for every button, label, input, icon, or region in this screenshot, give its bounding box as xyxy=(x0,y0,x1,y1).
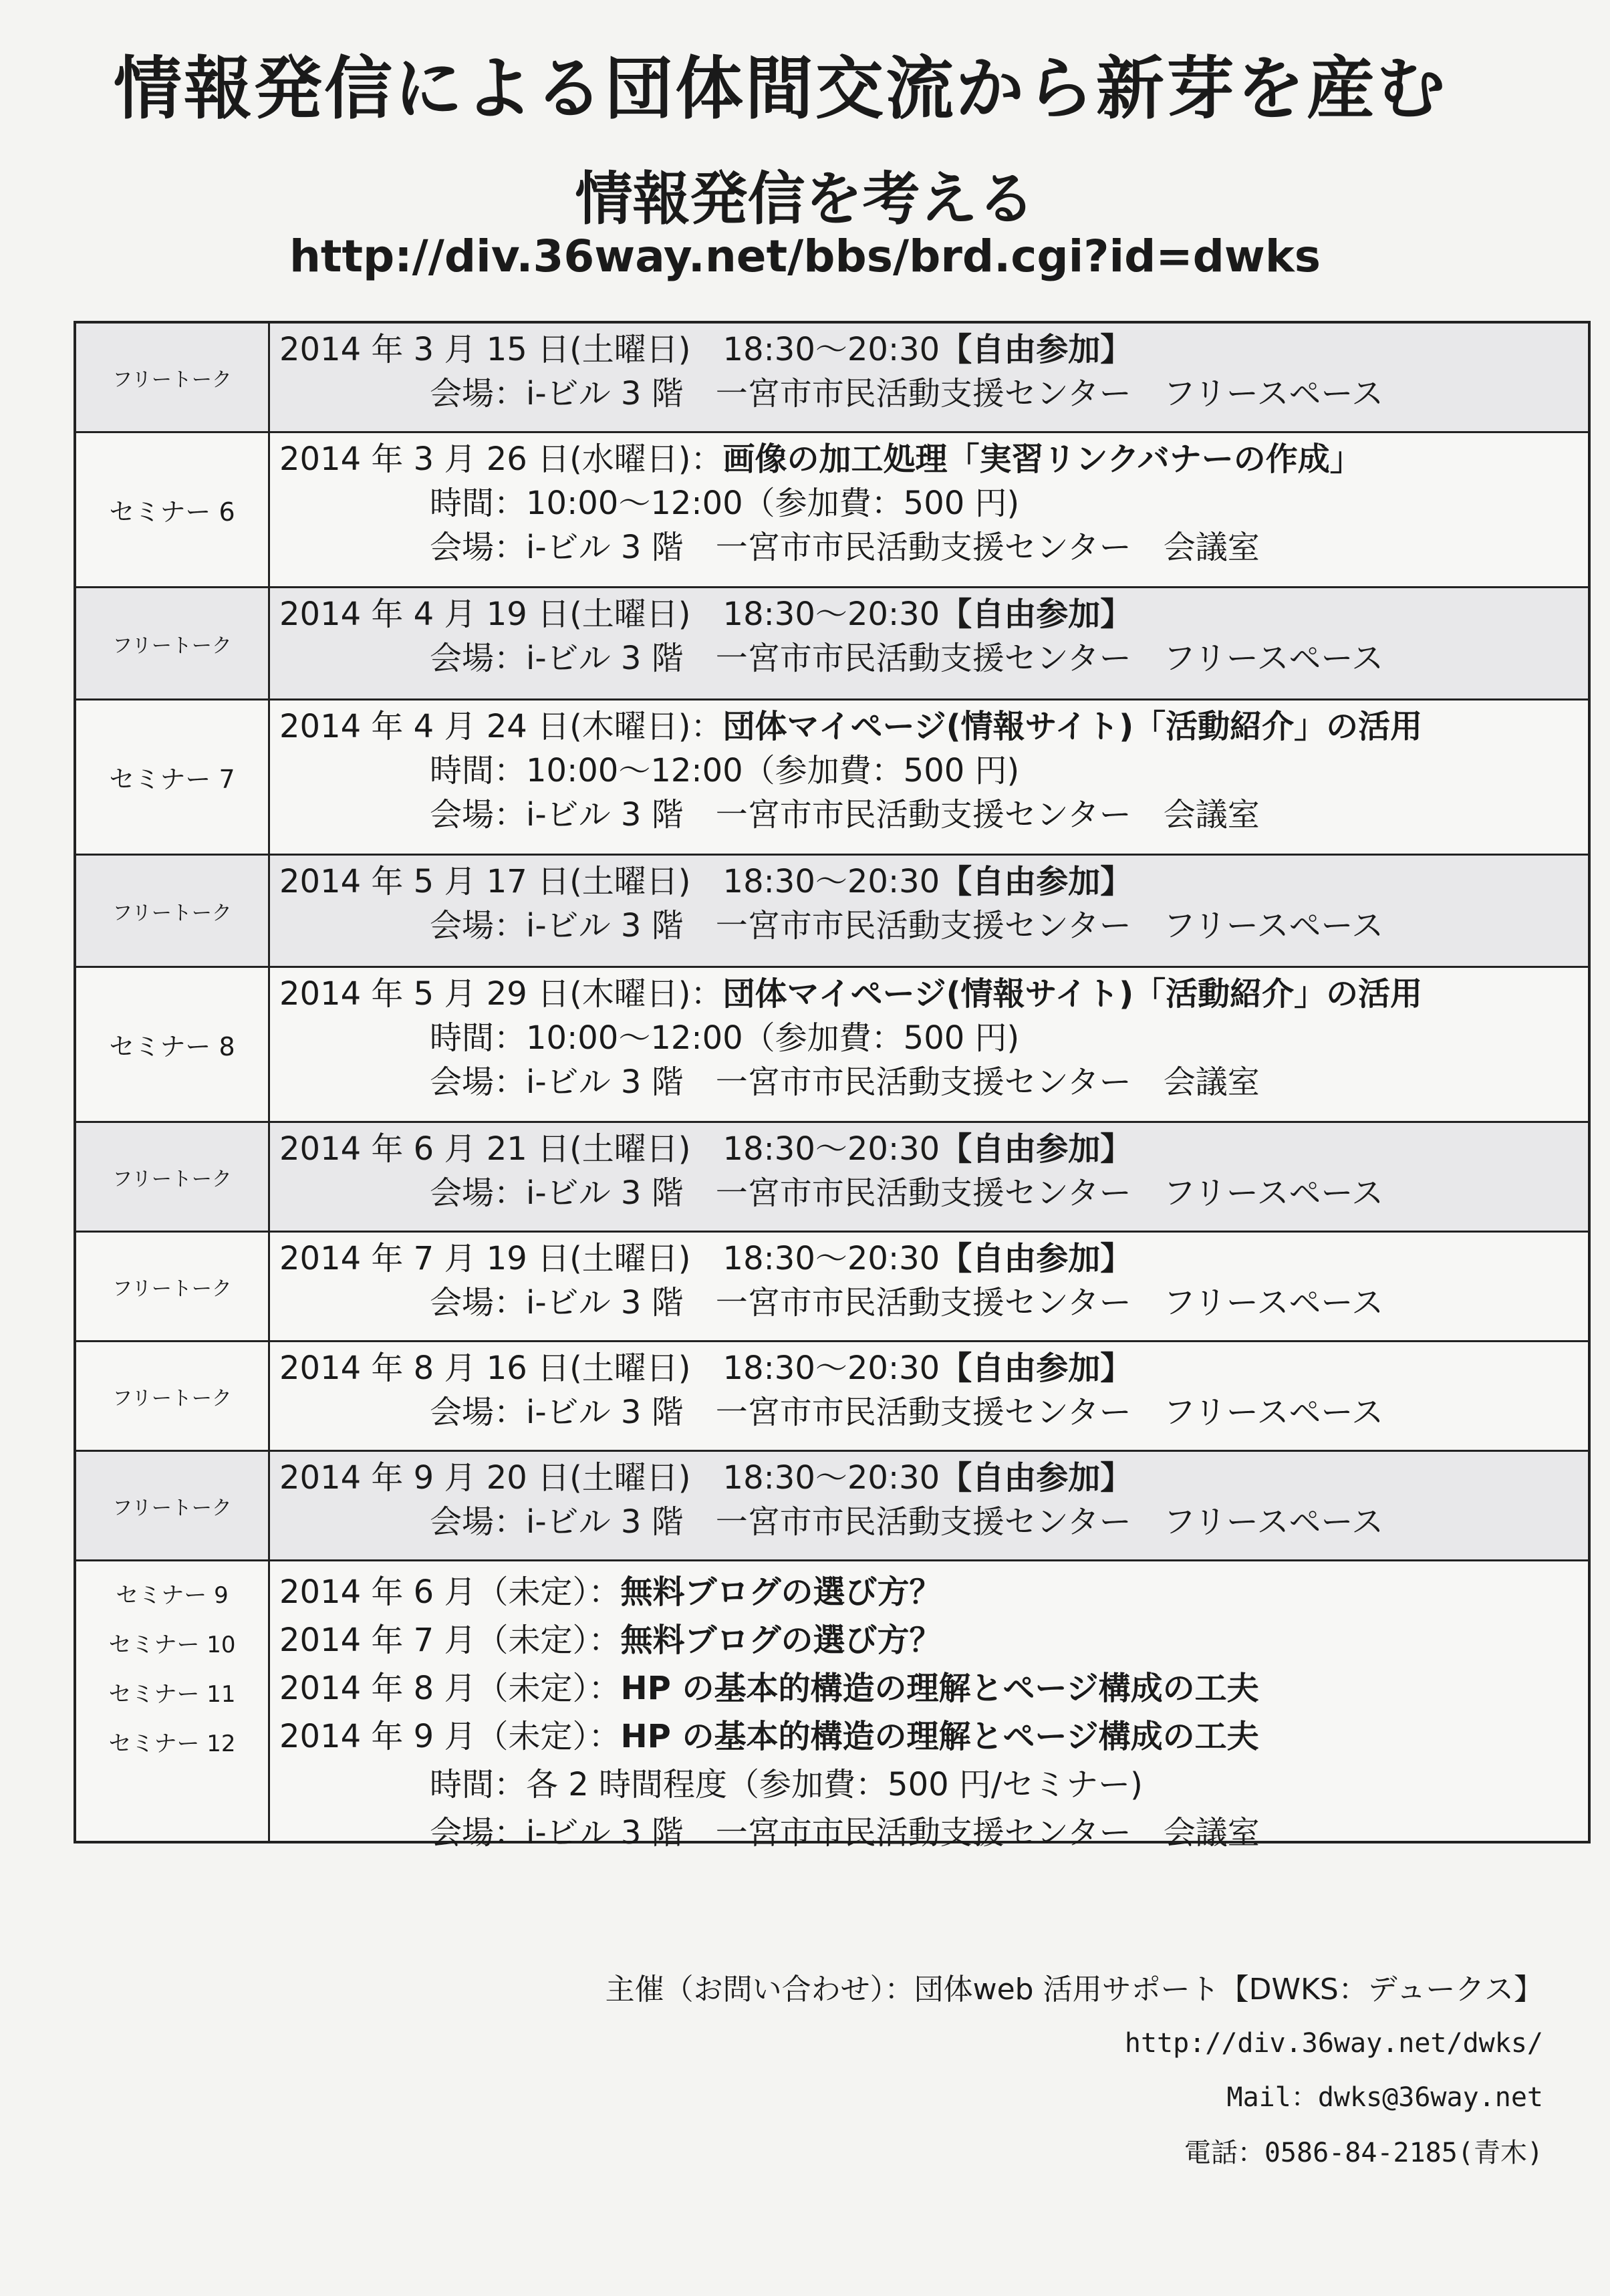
row-date: 2014 年 4 月 24 日(木曜日)： xyxy=(279,708,723,745)
row-venue: 会場：i-ビル 3 階 一宮市市民活動支援センター フリースペース xyxy=(430,1174,1384,1212)
row-venue: 会場：i-ビル 3 階 一宮市市民活動支援センター 会議室 xyxy=(430,1814,1260,1852)
row-time: 時間：10:00〜12:00（参加費：500 円) xyxy=(430,1019,1020,1057)
row-date: 2014 年 9 月（未定）： xyxy=(279,1718,621,1755)
row-label: フリートーク xyxy=(76,856,270,966)
page-subtitle: 情報発信を考える xyxy=(575,166,1035,233)
row-date: 2014 年 3 月 26 日(水曜日)： xyxy=(279,440,723,478)
row-date: 2014 年 5 月 29 日(木曜日)： xyxy=(279,975,723,1013)
row-label: セミナー 9 xyxy=(116,1582,229,1609)
row-venue: 会場：i-ビル 3 階 一宮市市民活動支援センター 会議室 xyxy=(430,1063,1260,1101)
row-label: セミナー 11 xyxy=(108,1681,236,1708)
row-venue: 会場：i-ビル 3 階 一宮市市民活動支援センター フリースペース xyxy=(430,1284,1384,1321)
row-label: フリートーク xyxy=(76,588,270,698)
row-labels xyxy=(76,1561,270,1841)
organizer-text: 主催（お問い合わせ）：団体web 活用サポート【DWKS：デュークス】 xyxy=(605,1972,1543,2007)
row-date: 2014 年 5 月 17 日(土曜日) xyxy=(279,863,691,900)
table-row xyxy=(76,1452,1588,1561)
row-time: 18:30〜20:30 xyxy=(722,1130,940,1168)
table-row xyxy=(76,700,1588,856)
row-time: 時間：10:00〜12:00（参加費：500 円) xyxy=(430,485,1020,522)
row-topic: HP の基本的構造の理解とページ構成の工夫 xyxy=(620,1670,1259,1707)
table-row xyxy=(76,1233,1588,1342)
row-venue: 会場：i-ビル 3 階 一宮市市民活動支援センター フリースペース xyxy=(430,1394,1384,1431)
table-row xyxy=(76,588,1588,700)
row-label: フリートーク xyxy=(76,1452,270,1559)
row-tag: 【自由参加】 xyxy=(940,1130,1133,1168)
footer-url: http://div.36way.net/dwks/ xyxy=(1124,2028,1543,2059)
row-label: セミナー 8 xyxy=(76,968,270,1121)
row-time: 18:30〜20:30 xyxy=(722,1350,940,1387)
row-label: セミナー 10 xyxy=(108,1632,236,1658)
row-label: フリートーク xyxy=(76,1123,270,1231)
row-date: 2014 年 6 月 21 日(土曜日) xyxy=(279,1130,691,1168)
row-topic: 無料ブログの選び方？ xyxy=(620,1573,942,1611)
row-date: 2014 年 9 月 20 日(土曜日) xyxy=(279,1459,691,1497)
table-row xyxy=(76,324,1588,433)
footer-contact xyxy=(606,1965,1543,2187)
row-label: フリートーク xyxy=(76,1233,270,1340)
row-venue: 会場：i-ビル 3 階 一宮市市民活動支援センター フリースペース xyxy=(430,640,1384,677)
row-time: 時間：10:00〜12:00（参加費：500 円) xyxy=(430,752,1020,789)
row-label: セミナー 7 xyxy=(76,700,270,854)
row-date: 2014 年 8 月 16 日(土曜日) xyxy=(279,1350,691,1387)
table-row xyxy=(76,1342,1588,1452)
footer-phone: 電話：0586-84-2185(青木) xyxy=(1184,2138,1543,2168)
header-url: http://div.36way.net/bbs/brd.cgi?id=dwks xyxy=(289,231,1321,282)
row-topic: 画像の加工処理「実習リンクバナーの作成」 xyxy=(722,440,1362,478)
row-time: 18:30〜20:30 xyxy=(722,596,940,633)
row-time: 時間：各 2 時間程度（参加費：500 円/セミナー) xyxy=(430,1766,1143,1803)
table-row xyxy=(76,1123,1588,1233)
row-time: 18:30〜20:30 xyxy=(722,1459,940,1497)
row-venue: 会場：i-ビル 3 階 一宮市市民活動支援センター 会議室 xyxy=(430,529,1260,566)
row-venue: 会場：i-ビル 3 階 一宮市市民活動支援センター 会議室 xyxy=(430,796,1260,834)
table-row xyxy=(76,968,1588,1123)
schedule-table xyxy=(74,321,1591,1852)
row-label: フリートーク xyxy=(76,324,270,431)
row-venue: 会場：i-ビル 3 階 一宮市市民活動支援センター フリースペース xyxy=(430,907,1384,944)
row-date: 2014 年 3 月 15 日(土曜日) xyxy=(279,331,691,368)
row-label: セミナー 6 xyxy=(76,433,270,586)
row-topic: 無料ブログの選び方？ xyxy=(620,1622,942,1659)
row-date: 2014 年 6 月（未定）： xyxy=(279,1573,621,1611)
table-row xyxy=(76,856,1588,968)
row-date: 2014 年 8 月（未定）： xyxy=(279,1670,621,1707)
row-topic: 団体マイページ(情報サイト)「活動紹介」の活用 xyxy=(722,975,1423,1013)
table-row-seminars xyxy=(76,1561,1588,1852)
row-tag: 【自由参加】 xyxy=(940,1459,1133,1497)
row-date: 2014 年 7 月 19 日(土曜日) xyxy=(279,1240,691,1277)
row-topic: 団体マイページ(情報サイト)「活動紹介」の活用 xyxy=(722,708,1423,745)
row-tag: 【自由参加】 xyxy=(940,596,1133,633)
row-tag: 【自由参加】 xyxy=(940,1350,1133,1387)
row-time: 18:30〜20:30 xyxy=(722,863,940,900)
row-time: 18:30〜20:30 xyxy=(722,331,940,368)
page-title: 情報発信による団体間交流から新芽を産む xyxy=(114,49,1447,129)
table-row xyxy=(76,433,1588,588)
row-time: 18:30〜20:30 xyxy=(722,1240,940,1277)
row-date: 2014 年 7 月（未定）： xyxy=(279,1622,621,1659)
footer-mail: Mail：dwks@36way.net xyxy=(1226,2082,1543,2113)
row-venue: 会場：i-ビル 3 階 一宮市市民活動支援センター フリースペース xyxy=(430,1503,1384,1541)
row-tag: 【自由参加】 xyxy=(940,863,1133,900)
row-tag: 【自由参加】 xyxy=(940,331,1133,368)
row-venue: 会場：i-ビル 3 階 一宮市市民活動支援センター フリースペース xyxy=(430,375,1384,412)
row-label: セミナー 12 xyxy=(108,1731,236,1757)
row-date: 2014 年 4 月 19 日(土曜日) xyxy=(279,596,691,633)
row-tag: 【自由参加】 xyxy=(940,1240,1133,1277)
row-topic: HP の基本的構造の理解とページ構成の工夫 xyxy=(620,1718,1259,1755)
row-label: フリートーク xyxy=(76,1342,270,1450)
